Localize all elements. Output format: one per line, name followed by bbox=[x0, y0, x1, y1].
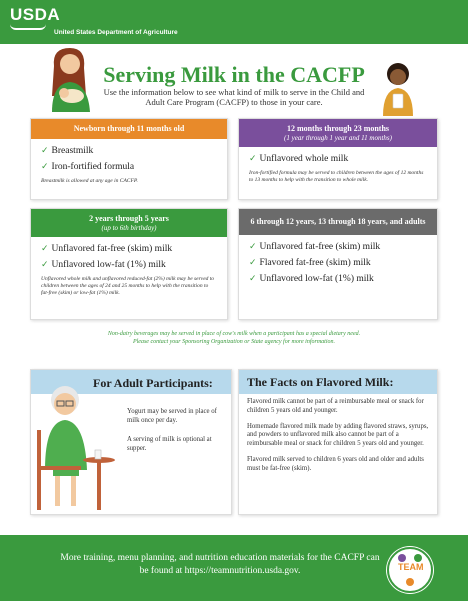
list-item bbox=[249, 151, 427, 167]
list-item bbox=[41, 159, 217, 175]
non-dairy-line-1: Non-dairy beverages may be served in place of cow's milk when a participant has a special dietary need. bbox=[107, 331, 361, 337]
card-subheading: (up to 6th birthday) bbox=[101, 223, 157, 232]
card-heading-text: Newborn through 11 months old bbox=[73, 124, 185, 133]
adult-panel-title: For Adult Participants: bbox=[93, 376, 213, 390]
card-heading-text: 2 years through 5 years bbox=[89, 214, 169, 223]
check-icon: ✓ bbox=[41, 145, 49, 156]
footer-text: More training, menu planning, and nutrition education materials for the CACFP can be found at https://teamnutrition.usda.gov. bbox=[60, 553, 380, 576]
list-item bbox=[41, 143, 217, 159]
fact-paragraph: Homemade flavored milk made by adding flavored straws, syrups, and powders to unflavored milk also cannot be part of a reimbursable meal or snack for children 5 years old and younger. bbox=[247, 422, 429, 448]
card-note: Iron-fortified formula may be served to children between the ages of 12 months to 13 months to help with the transition to whole milk. bbox=[249, 169, 424, 183]
intro-text: Use the information below to see what kind of milk to serve in the Child and Adult Care Program (CACFP) to those in your care. bbox=[103, 87, 365, 108]
facts-title: The Facts on Flavored Milk: bbox=[239, 370, 437, 394]
list-item-label: Flavored fat-free (skim) milk bbox=[259, 257, 371, 268]
card-heading-text: 6 through 12 years, 13 through 18 years, and adults bbox=[250, 217, 426, 226]
card-2-5-years bbox=[30, 208, 228, 320]
usda-swoosh-icon bbox=[10, 24, 46, 30]
list-item-label: Iron-fortified formula bbox=[51, 161, 135, 172]
list-item bbox=[41, 241, 217, 257]
card-12-23-months bbox=[238, 118, 438, 200]
list-item-label: Unflavored low-fat (1%) milk bbox=[51, 259, 166, 270]
list-item bbox=[249, 271, 427, 287]
adult-participants-panel bbox=[30, 369, 232, 515]
card-heading bbox=[31, 119, 227, 139]
list-item-label: Unflavored fat-free (skim) milk bbox=[259, 241, 381, 252]
list-item-label: Unflavored low-fat (1%) milk bbox=[259, 273, 374, 284]
non-dairy-note bbox=[40, 331, 428, 347]
page-title: Serving Milk in the CACFP bbox=[103, 62, 365, 87]
list-item-label: Breastmilk bbox=[51, 145, 94, 156]
list-item bbox=[249, 239, 427, 255]
check-icon: ✓ bbox=[41, 259, 49, 270]
check-icon: ✓ bbox=[249, 153, 257, 164]
fact-paragraph: Flavored milk served to children 6 years old and older and adults must be fat-free (skim). bbox=[247, 456, 424, 472]
card-heading bbox=[239, 209, 437, 235]
check-icon: ✓ bbox=[41, 161, 49, 172]
team-logo-text: TEAM bbox=[398, 562, 424, 572]
header-bar bbox=[0, 0, 468, 44]
adult-yogurt-text: Yogurt may be served in place of milk once per day. bbox=[127, 408, 217, 424]
card-heading-text: 12 months through 23 months bbox=[286, 124, 390, 133]
list-item-label: Unflavored whole milk bbox=[259, 153, 349, 164]
card-6-years-and-adults bbox=[238, 208, 438, 320]
adult-supper-text: A serving of milk is optional at supper. bbox=[127, 436, 212, 452]
flavored-milk-facts-panel bbox=[238, 369, 438, 515]
fact-paragraph: Flavored milk cannot be part of a reimbursable meal or snack for children 5 years old and younger. bbox=[247, 398, 424, 414]
list-item bbox=[41, 257, 217, 273]
card-subheading: (1 year through 1 year and 11 months) bbox=[284, 133, 392, 142]
card-newborn bbox=[30, 118, 228, 200]
check-icon: ✓ bbox=[249, 257, 257, 268]
check-icon: ✓ bbox=[41, 243, 49, 254]
card-heading bbox=[239, 119, 437, 147]
list-item-label: Unflavored fat-free (skim) milk bbox=[51, 243, 173, 254]
agency-name: United States Department of Agriculture bbox=[54, 29, 178, 36]
check-icon: ✓ bbox=[249, 241, 257, 252]
card-note: Breastmilk is allowed at any age in CACFP. bbox=[41, 177, 138, 184]
card-note: Unflavored whole milk and unflavored reduced-fat (2%) milk may be served to children between the ages of 24 and 25 months to help with the transition to fat-free (skim) or low-fat (1%) milk. bbox=[41, 275, 215, 296]
check-icon: ✓ bbox=[249, 273, 257, 284]
list-item bbox=[249, 255, 427, 271]
non-dairy-line-2: Please contact your Sponsoring Organization or State agency for more information. bbox=[132, 338, 336, 345]
usda-logo: USDA bbox=[10, 5, 61, 24]
elderly-woman-illustration bbox=[33, 370, 117, 515]
card-heading bbox=[31, 209, 227, 237]
